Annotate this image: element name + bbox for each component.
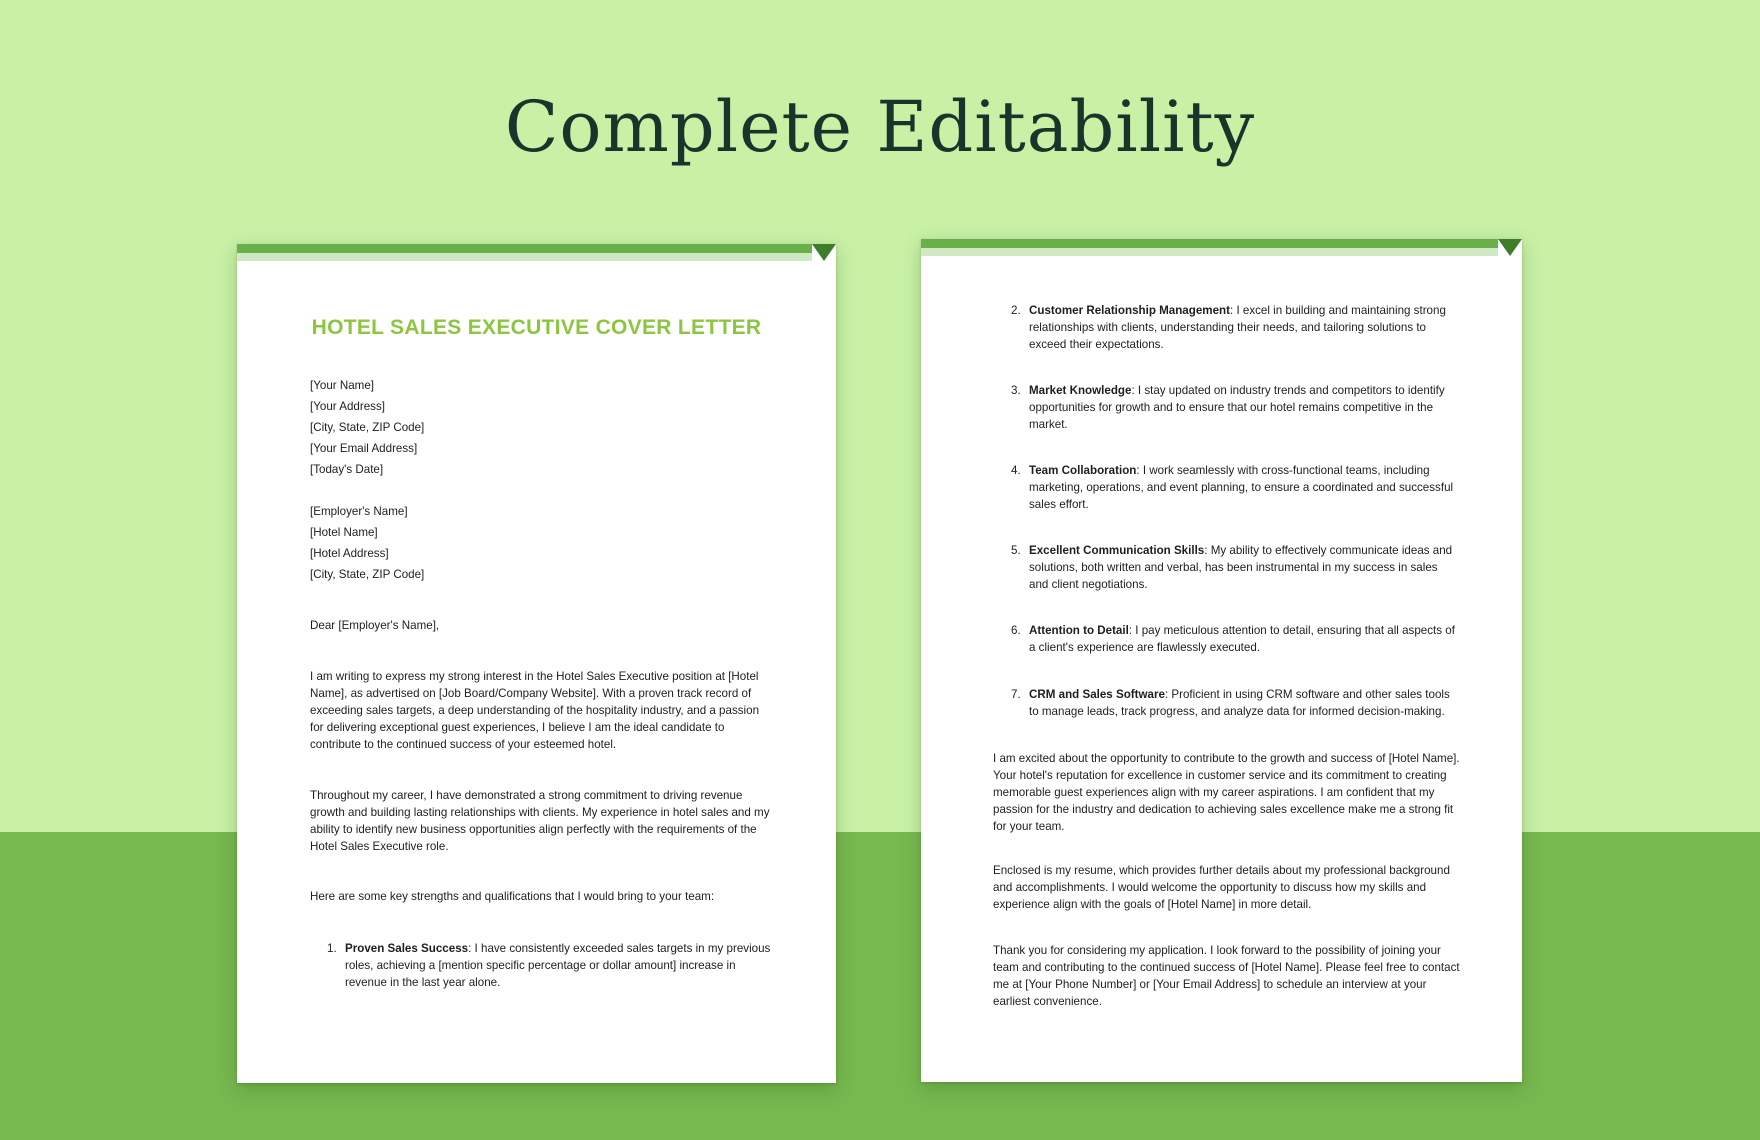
list-item [1011,622,1459,656]
career-paragraph: Throughout my career, I have demonstrated a strong commitment to driving revenue growth and building lasting relationships with clients. My experience in hotel sales and my ability to identify new business opportunities align perfectly with the requirements of the Hotel Sales Executive role. [310,789,770,853]
list-item-text: : I pay meticulous attention to detail, ensuring that all aspects of a client's experience are flawlessly executed. [1029,624,1455,654]
list-item [1011,462,1459,513]
list-item [1011,302,1459,353]
list-item-heading: Market Knowledge [1029,384,1132,397]
corner-fold-icon [1498,239,1522,256]
page-header-bar [921,239,1498,248]
list-item-text: : I stay updated on industry trends and competitors to identify opportunities for growth and to ensure that our hotel remains competitive in the market. [1029,384,1445,431]
list-number: 7. [1011,688,1021,701]
document-title: HOTEL SALES EXECUTIVE COVER LETTER [311,316,762,339]
sender-line: [Today's Date] [310,463,384,476]
list-item [1011,542,1459,593]
list-item-text: : Proficient in using CRM software and other sales tools to manage leads, track progress, and analyze data for informed decision-making. [1029,688,1450,718]
list-number: 1. [327,942,337,955]
page-header-bar-light [237,253,812,261]
list-item-heading: Proven Sales Success [345,942,469,955]
sender-line: [City, State, ZIP Code] [310,421,425,434]
list-item-heading: Customer Relationship Management [1029,304,1230,317]
headline: Complete Editability [504,86,1256,168]
list-item [1011,686,1459,720]
page-header-bar [237,244,812,253]
intro-paragraph: I am writing to express my strong interest in the Hotel Sales Executive position at [Hotel Name], as advertised on [Job Board/Company Website]. With a proven track record of exceeding sales targets, a deep understanding of the hospitality industry, and a passion for delivering exceptional guest experiences, I believe I am the ideal candidate to contribute to the continued success of your esteemed hotel. [310,670,760,751]
list-item [1011,382,1459,433]
list-number: 6. [1011,624,1021,637]
list-number: 3. [1011,384,1021,397]
list-item-heading: CRM and Sales Software [1029,688,1165,701]
recipient-line: [Employer's Name] [310,505,408,518]
salutation: Dear [Employer's Name], [310,619,440,632]
sender-line: [Your Address] [310,400,385,413]
list-item-text: : My ability to effectively communicate ideas and solutions, both written and verbal, has been instrumental in my success in sales and client negotiations. [1029,544,1453,591]
sender-address-block [310,375,424,480]
list-item-text: : I work seamlessly with cross-functional teams, including marketing, operations, and event planning, to ensure a coordinated and successful sales effort. [1029,464,1454,511]
document-page-1 [237,244,836,1083]
recipient-line: [City, State, ZIP Code] [310,568,425,581]
recipient-address-block [310,501,424,585]
list-item [327,940,775,991]
list-item-text: : I have consistently exceeded sales targets in my previous roles, achieving a [mention specific percentage or dollar amount] increase in revenue in the last year alone. [345,942,771,989]
list-number: 4. [1011,464,1021,477]
closing-paragraph: Thank you for considering my application. I look forward to the possibility of joining your team and contributing to the continued success of [Hotel Name]. Please feel free to contact me at [Your Phone Number] or [Your Email Address] to schedule an interview at your earliest convenience. [993,944,1460,1008]
strengths-intro: Here are some key strengths and qualifications that I would bring to your team: [310,890,715,903]
corner-fold-icon [812,244,836,261]
list-item-heading: Team Collaboration [1029,464,1137,477]
sender-line: [Your Email Address] [310,442,418,455]
list-item-text: : I excel in building and maintaining strong relationships with clients, understanding their needs, and tailoring solutions to exceed their expectations. [1029,304,1446,351]
list-number: 5. [1011,544,1021,557]
list-number: 2. [1011,304,1021,317]
sender-line: [Your Name] [310,379,375,392]
list-item-heading: Excellent Communication Skills [1029,544,1205,557]
recipient-line: [Hotel Address] [310,547,389,560]
page-header-bar-light [921,248,1498,256]
document-page-2 [921,239,1522,1082]
list-item-heading: Attention to Detail [1029,624,1129,637]
enclosure-paragraph: Enclosed is my resume, which provides further details about my professional background and accomplishments. I would welcome the opportunity to discuss how my skills and experience align with the goals of [Hotel Name] in more detail. [993,864,1450,911]
recipient-line: [Hotel Name] [310,526,378,539]
excitement-paragraph: I am excited about the opportunity to contribute to the growth and success of [Hotel Name]. Your hotel's reputation for excellence in customer service and its commitment to creating memorable guest experiences align with my career aspirations. I am confident that my passion for the industry and dedication to achieving sales excellence make me a strong fit for your team. [993,752,1460,833]
